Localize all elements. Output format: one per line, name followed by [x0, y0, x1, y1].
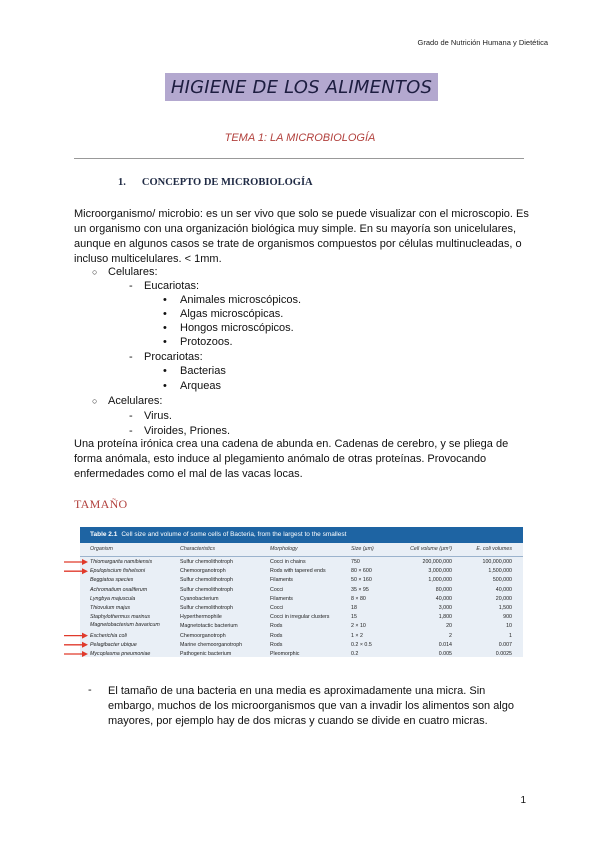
table-cell: 1,500 [498, 605, 512, 611]
table-cell: 0.2 × 0.5 [351, 641, 372, 648]
table-cell: 10 [506, 623, 512, 630]
table-cell: Cocci [270, 605, 284, 611]
table-cell: Staphylothermus marinus [90, 614, 151, 621]
list-item: Virus. [144, 410, 172, 422]
divider [74, 158, 524, 159]
table-cell: 40,000 [435, 595, 452, 602]
table-cell: Pleomorphic [270, 651, 300, 657]
col-header: Cell volume (µm³) [410, 546, 452, 552]
table-cell: 0.2 [351, 651, 359, 657]
table-cell: Marine chemoorganotroph [180, 641, 243, 648]
table-cell: Chemoorganotroph [180, 632, 226, 639]
table-cell: 80 × 600 [351, 568, 372, 575]
topic-subtitle: TEMA 1: LA MICROBIOLOGÍA [224, 132, 376, 144]
table-cell: Filaments [270, 595, 293, 602]
dot-bullet-icon: • [163, 294, 167, 306]
table-cell: 3,000,000 [428, 568, 452, 575]
table-cell: 0.007 [498, 641, 512, 648]
list-item: Celulares: [108, 266, 158, 278]
section-heading-tamano: TAMAÑO [74, 497, 128, 511]
page-number: 1 [520, 795, 526, 806]
table-cell: Magnetobacterium bavaricum [90, 622, 160, 629]
table-cell: Sulfur chemolithotroph [180, 559, 233, 565]
table-cell: 35 × 95 [351, 586, 369, 593]
bacteria-size-table [80, 527, 523, 657]
table-cell: Lyngbya majuscula [90, 595, 136, 602]
table-cell: Epulopiscium fishelsoni [90, 568, 146, 575]
table-cell: 750 [351, 559, 360, 565]
table-cell: Hyperthermophile [180, 614, 222, 621]
table-cell: Filaments [270, 577, 293, 584]
list-item: Protozoos. [180, 336, 233, 348]
table-cell: Achromatium oxaliferum [90, 586, 148, 593]
list-item: Procariotas: [144, 351, 203, 363]
table-cell: 2 × 10 [351, 623, 366, 630]
list-item: Acelulares: [108, 395, 163, 407]
col-header: E. coli volumes [476, 546, 512, 552]
col-header: Characteristics [180, 546, 216, 552]
table-cell: 1,500,000 [488, 568, 512, 575]
table-cell: Mycoplasma pneumoniae [90, 651, 151, 657]
table-cell: Rods with tapered ends [270, 568, 326, 575]
col-header: Organism [90, 546, 113, 552]
dot-bullet-icon: • [163, 322, 167, 334]
list-item: Animales microscópicos. [180, 294, 302, 306]
intro-paragraph: Microorganismo/ microbio: es un ser vivo que solo se puede visualizar con el microscopio. Es un organismo con una organización biológica muy simple. En su mayoría son unicelulares, aunque en algunos casos se trate de organismos compuestos por células multinucleadas, o incluso multicelulares. < 1mm. [74, 208, 529, 265]
dash-bullet-icon: - [129, 351, 133, 363]
table-cell: 1,000,000 [428, 577, 452, 584]
col-header: Morphology [270, 546, 298, 552]
dot-bullet-icon: • [163, 380, 167, 392]
table-cell: Cocci in irregular clusters [270, 614, 330, 621]
table-cell: 900 [503, 614, 512, 621]
dot-bullet-icon: • [163, 308, 167, 320]
table-cell: Thiomargarita namibiensis [90, 559, 153, 565]
dash-bullet-icon: - [88, 684, 92, 696]
section-heading [118, 177, 313, 188]
table-cell: 15 [351, 614, 357, 621]
table-cell: 50 × 160 [351, 577, 372, 584]
dash-bullet-icon: - [129, 280, 133, 292]
table-cell: 0.005 [438, 651, 452, 657]
table-cell: 40,000 [495, 586, 512, 593]
section-number: 1. [118, 177, 126, 188]
table-cell: 20 [446, 623, 452, 630]
table-cell: 80,000 [435, 586, 452, 593]
circle-bullet-icon: ○ [92, 396, 98, 406]
table-cell: Rods [270, 623, 283, 630]
list-item: Algas microscópicas. [180, 308, 284, 320]
document-title: HIGIENE DE LOS ALIMENTOS [170, 77, 433, 98]
table-cell: 1,800 [438, 614, 452, 621]
table-cell: 20,000 [495, 595, 512, 602]
course-header: Grado de Nutrición Humana y Dietética [417, 38, 548, 47]
table-header-row [80, 544, 523, 557]
table-cell: Magnetotactic bacterium [180, 623, 238, 630]
table-cell: Cocci in chains [270, 559, 306, 565]
table-caption: Cell size and volume of some cells of Bacteria, from the largest to the smallest [121, 531, 347, 538]
list-item: Bacterias [180, 365, 226, 377]
table-cell: Sulfur chemolithotroph [180, 586, 233, 593]
table-cell: Rods [270, 632, 283, 639]
table-cell: Beggiatoa species [90, 577, 134, 584]
table-cell: Cocci [270, 586, 284, 593]
table-cell: 2 [449, 632, 452, 639]
list-item: Hongos microscópicos. [180, 322, 294, 334]
table-cell: Sulfur chemolithotroph [180, 605, 233, 611]
dash-bullet-icon: - [129, 410, 133, 422]
table-caption-bar [80, 527, 523, 543]
table-cell: Sulfur chemolithotroph [180, 577, 233, 584]
col-header: Size (µm) [351, 546, 374, 552]
table-cell: Escherichia coli [90, 632, 127, 639]
table-cell: 500,000 [492, 577, 512, 584]
table-cell: 0.0025 [495, 651, 512, 657]
section-title: CONCEPTO DE MICROBIOLOGÍA [141, 177, 313, 188]
table-cell: 0.014 [438, 641, 452, 648]
table-cell: 1 [509, 632, 512, 639]
table-cell: Pelagibacter ubique [90, 641, 137, 648]
size-note-paragraph: El tamaño de una bacteria en una media es aproximadamente una micra. Sin embargo, muchos de los microorganismos que van a invadir los alimentos son algo mayores, por ejemplo hay de dos micras y cuando se divide en cuatro micras. [108, 685, 514, 727]
table-cell: 100,000,000 [482, 559, 512, 565]
list-item: Eucariotas: [144, 280, 200, 292]
list-item: Arqueas [180, 380, 221, 392]
table-cell: 200,000,000 [422, 559, 452, 565]
table-cell: Cyanobacterium [180, 595, 219, 602]
table-cell: Thiovulum majus [90, 605, 131, 611]
table-cell: Chemoorganotroph [180, 568, 226, 575]
dash-bullet-icon: - [129, 425, 133, 437]
table-number: Table 2.1 [90, 531, 118, 538]
table-cell: 8 × 80 [351, 595, 366, 602]
list-item: Viroides, Priones. [144, 425, 231, 437]
dot-bullet-icon: • [163, 365, 167, 377]
table-row [80, 649, 523, 659]
dot-bullet-icon: • [163, 336, 167, 348]
table-cell: 1 × 2 [351, 632, 363, 639]
circle-bullet-icon: ○ [92, 267, 98, 277]
table-cell: Pathogenic bacterium [180, 651, 232, 657]
table-cell: 18 [351, 605, 357, 611]
prion-paragraph: Una proteína irónica crea una cadena de abunda en. Cadenas de cerebro, y se pliega de forma anómala, esto induce al plegamiento anómalo de otras proteínas. Provocando enfermedades como el mal de las vacas locas. [74, 438, 509, 480]
table-cell: Rods [270, 641, 283, 648]
table-cell: 3,000 [438, 605, 452, 611]
